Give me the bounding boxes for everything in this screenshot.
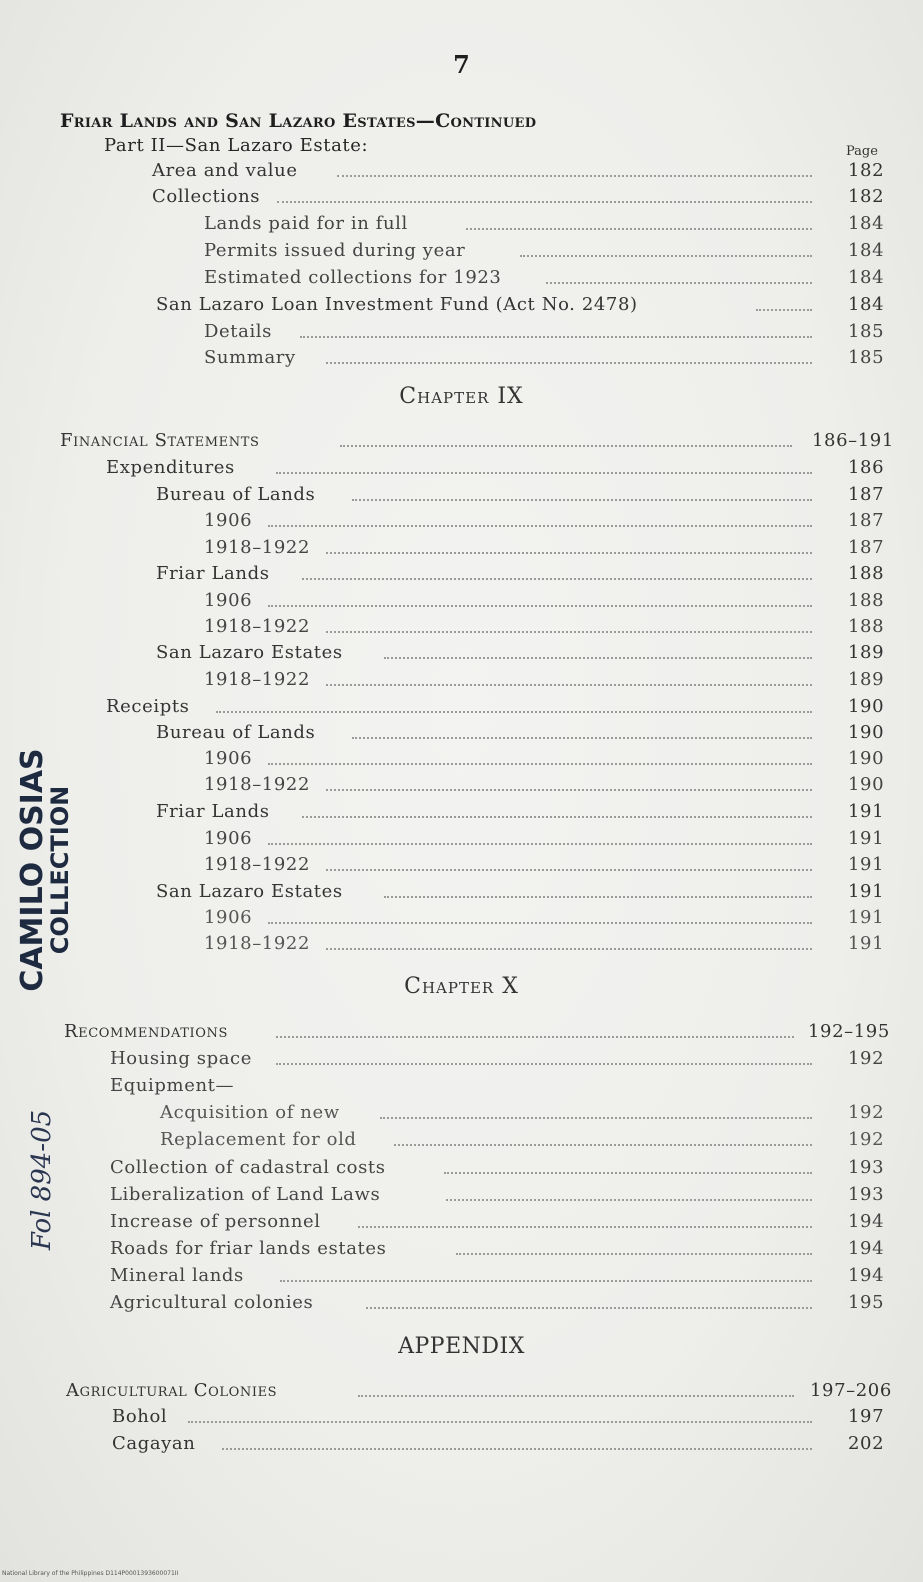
toc-entry-page: 186 [848, 457, 885, 478]
toc-entry-label: Estimated collections for 1923 [204, 267, 502, 288]
toc-entry-page: 191 [848, 801, 885, 822]
leader-dots [340, 445, 792, 447]
handwritten-note: Fol 894-05 [27, 1109, 57, 1251]
toc-entry-page: 192–195 [808, 1021, 890, 1042]
toc-entry-label: 1906 [204, 510, 253, 531]
leader-dots [302, 816, 812, 818]
page-column-label: Page [846, 144, 878, 159]
toc-entry-page: 187 [848, 484, 885, 505]
toc-entry [110, 1236, 887, 1262]
toc-entry [204, 852, 887, 878]
leader-dots [384, 896, 812, 898]
leader-dots [268, 922, 812, 924]
leader-dots [358, 1395, 794, 1397]
toc-entry-label: 1918–1922 [204, 933, 311, 954]
toc-entry-label: 1918–1922 [204, 774, 311, 795]
toc-entry [110, 1046, 887, 1072]
toc-entry [204, 667, 887, 693]
toc-entry-label: Mineral lands [110, 1265, 244, 1286]
toc-entry [110, 1182, 887, 1208]
toc-entry-page: 184 [848, 213, 885, 234]
toc-entry-page: 187 [848, 537, 885, 558]
toc-entry [156, 292, 887, 318]
toc-entry-label: 1906 [204, 590, 253, 611]
chapter-ix-title: Chapter IX [399, 384, 524, 409]
toc-entry [156, 482, 887, 508]
toc-entry [204, 772, 887, 798]
toc-entry [60, 428, 894, 454]
toc-entry-label: San Lazaro Estates [156, 881, 343, 902]
toc-entry-label: Bureau of Lands [156, 722, 316, 743]
leader-dots [444, 1172, 812, 1174]
toc-entry-page: 192 [848, 1102, 885, 1123]
leader-dots [520, 255, 812, 257]
toc-entry-label: 1918–1922 [204, 616, 311, 637]
leader-dots [546, 282, 812, 284]
toc-entry [204, 265, 887, 291]
leader-dots [456, 1253, 812, 1255]
toc-entry-label: 1918–1922 [204, 854, 311, 875]
toc-entry [204, 238, 887, 264]
toc-entry-label: San Lazaro Loan Investment Fund (Act No. 2478) [156, 294, 638, 315]
toc-entry [204, 345, 887, 371]
leader-dots [326, 869, 812, 871]
toc-entry [110, 1155, 887, 1181]
toc-entry-label: Receipts [106, 696, 190, 717]
toc-entry-label: Part II—San Lazaro Estate: [104, 135, 369, 156]
toc-entry-label: Recommendations [64, 1021, 228, 1042]
toc-entry [204, 826, 887, 852]
toc-entry-label: Friar Lands [156, 801, 270, 822]
toc-entry-page: 190 [848, 696, 885, 717]
toc-entry-label: Financial Statements [60, 430, 260, 451]
toc-entry [204, 931, 887, 957]
toc-entry [106, 694, 887, 720]
leader-dots [188, 1421, 812, 1423]
toc-entry-page: 188 [848, 616, 885, 637]
toc-entry-page: 186–191 [812, 430, 894, 451]
toc-entry [152, 184, 887, 210]
toc-entry-label: Details [204, 321, 272, 342]
toc-entry [110, 1263, 887, 1289]
toc-entry-label: Agricultural Colonies [66, 1380, 278, 1401]
leader-dots [326, 948, 812, 950]
toc-entry [204, 319, 887, 345]
toc-entry-page: 185 [848, 321, 885, 342]
toc-entry-page: 188 [848, 563, 885, 584]
leader-dots [384, 657, 812, 659]
toc-entry-page: 197–206 [810, 1380, 892, 1401]
toc-entry-label: Lands paid for in full [204, 213, 408, 234]
toc-entry-label: Roads for friar lands estates [110, 1238, 387, 1259]
toc-entry-label: Equipment— [110, 1075, 235, 1096]
toc-entry [112, 1431, 887, 1457]
appendix-title: APPENDIX [398, 1334, 525, 1359]
toc-entry-label: Replacement for old [160, 1129, 357, 1150]
toc-entry-label: Collection of cadastral costs [110, 1157, 386, 1178]
leader-dots [352, 499, 812, 501]
toc-entry-label: Bohol [112, 1406, 168, 1427]
leader-dots [276, 1036, 794, 1038]
leader-dots [380, 1117, 812, 1119]
toc-entry-page: 184 [848, 267, 885, 288]
toc-entry [204, 905, 887, 931]
toc-entry [104, 133, 854, 159]
toc-entry-page: 191 [848, 933, 885, 954]
toc-entry-label: 1918–1922 [204, 537, 311, 558]
toc-entry-label: Expenditures [106, 457, 235, 478]
toc-entry [110, 1290, 887, 1316]
toc-entry-page: 189 [848, 669, 885, 690]
toc-entry-page: 194 [848, 1265, 885, 1286]
toc-entry-page: 182 [848, 186, 885, 207]
toc-entry-page: 191 [848, 881, 885, 902]
toc-entry-page: 182 [848, 160, 885, 181]
toc-entry-label: 1906 [204, 748, 253, 769]
toc-entry-page: 187 [848, 510, 885, 531]
toc-entry-page: 190 [848, 748, 885, 769]
toc-entry-label: Cagayan [112, 1433, 196, 1454]
toc-entry-label: Liberalization of Land Laws [110, 1184, 381, 1205]
leader-dots [446, 1199, 812, 1201]
toc-entry-page: 188 [848, 590, 885, 611]
toc-entry-label: Friar Lands [156, 563, 270, 584]
leader-dots [302, 578, 812, 580]
toc-entry [112, 1404, 887, 1430]
toc-entry-page: 184 [848, 294, 885, 315]
toc-entry-label: 1918–1922 [204, 669, 311, 690]
leader-dots [268, 763, 812, 765]
toc-entry [160, 1127, 887, 1153]
leader-dots [326, 789, 812, 791]
toc-entry [204, 508, 887, 534]
toc-entry [110, 1209, 887, 1235]
leader-dots [216, 711, 812, 713]
toc-entry [110, 1073, 887, 1099]
toc-entry [156, 799, 887, 825]
leader-dots [268, 525, 812, 527]
toc-entry [204, 535, 887, 561]
toc-entry-label: 1906 [204, 907, 253, 928]
leader-dots [276, 472, 812, 474]
toc-entry-page: 197 [848, 1406, 885, 1427]
toc-entry-page: 193 [848, 1184, 885, 1205]
toc-entry-page: 191 [848, 907, 885, 928]
toc-entry-page: 192 [848, 1048, 885, 1069]
toc-entry-page: 202 [848, 1433, 885, 1454]
toc-entry-label: 1906 [204, 828, 253, 849]
toc-entry-label: Housing space [110, 1048, 252, 1069]
toc-entry-label: Bureau of Lands [156, 484, 316, 505]
toc-entry-label: Increase of personnel [110, 1211, 321, 1232]
toc-entry-page: 193 [848, 1157, 885, 1178]
toc-entry [204, 211, 887, 237]
chapter-x-title: Chapter X [404, 974, 519, 999]
toc-entry [160, 1100, 887, 1126]
leader-dots [326, 362, 812, 364]
toc-entry [204, 588, 887, 614]
toc-entry [66, 1378, 892, 1404]
toc-entry-page: 194 [848, 1238, 885, 1259]
toc-entry-page: 190 [848, 774, 885, 795]
toc-entry-page: 189 [848, 642, 885, 663]
toc-entry-page: 185 [848, 347, 885, 368]
toc-entry-page: 194 [848, 1211, 885, 1232]
toc-entry-page: 190 [848, 722, 885, 743]
leader-dots [280, 1280, 812, 1282]
leader-dots [466, 228, 812, 230]
leader-dots [358, 1226, 812, 1228]
footer-credit: National Library of the Philippines D114P0001393600071II [2, 1570, 179, 1577]
leader-dots [394, 1144, 812, 1146]
leader-dots [300, 336, 812, 338]
leader-dots [268, 605, 812, 607]
toc-entry [64, 1019, 890, 1045]
leader-dots [268, 843, 812, 845]
library-stamp [14, 640, 74, 1251]
toc-entry-label: San Lazaro Estates [156, 642, 343, 663]
leader-dots [337, 175, 812, 177]
toc-entry-page: 191 [848, 854, 885, 875]
page-number: 7 [453, 50, 470, 79]
leader-dots [326, 552, 812, 554]
leader-dots [352, 737, 812, 739]
leader-dots [276, 1063, 812, 1065]
stamp-line-1: CAMILO OSIAS [15, 748, 50, 992]
leader-dots [756, 309, 812, 311]
toc-entry [152, 158, 887, 184]
toc-entry-page: 195 [848, 1292, 885, 1313]
toc-entry-page: 192 [848, 1129, 885, 1150]
toc-entry-label: Collections [152, 186, 261, 207]
toc-entry-label: Permits issued during year [204, 240, 466, 261]
toc-entry [204, 746, 887, 772]
toc-entry-page: 191 [848, 828, 885, 849]
leader-dots [366, 1307, 812, 1309]
stamp-line-2: COLLECTION [46, 785, 74, 955]
toc-entry-page: 184 [848, 240, 885, 261]
leader-dots [222, 1448, 812, 1450]
toc-entry-label: Summary [204, 347, 296, 368]
toc-entry [156, 879, 887, 905]
leader-dots [277, 201, 812, 203]
toc-entry-label: Agricultural colonies [110, 1292, 314, 1313]
toc-entry [156, 720, 887, 746]
section-heading: Friar Lands and San Lazaro Estates—Continued [60, 110, 537, 132]
leader-dots [326, 684, 812, 686]
leader-dots [326, 631, 812, 633]
toc-entry [204, 614, 887, 640]
toc-entry-label: Area and value [152, 160, 298, 181]
toc-entry [106, 455, 887, 481]
toc-entry [156, 561, 887, 587]
toc-entry-label: Acquisition of new [160, 1102, 340, 1123]
toc-entry [156, 640, 887, 666]
